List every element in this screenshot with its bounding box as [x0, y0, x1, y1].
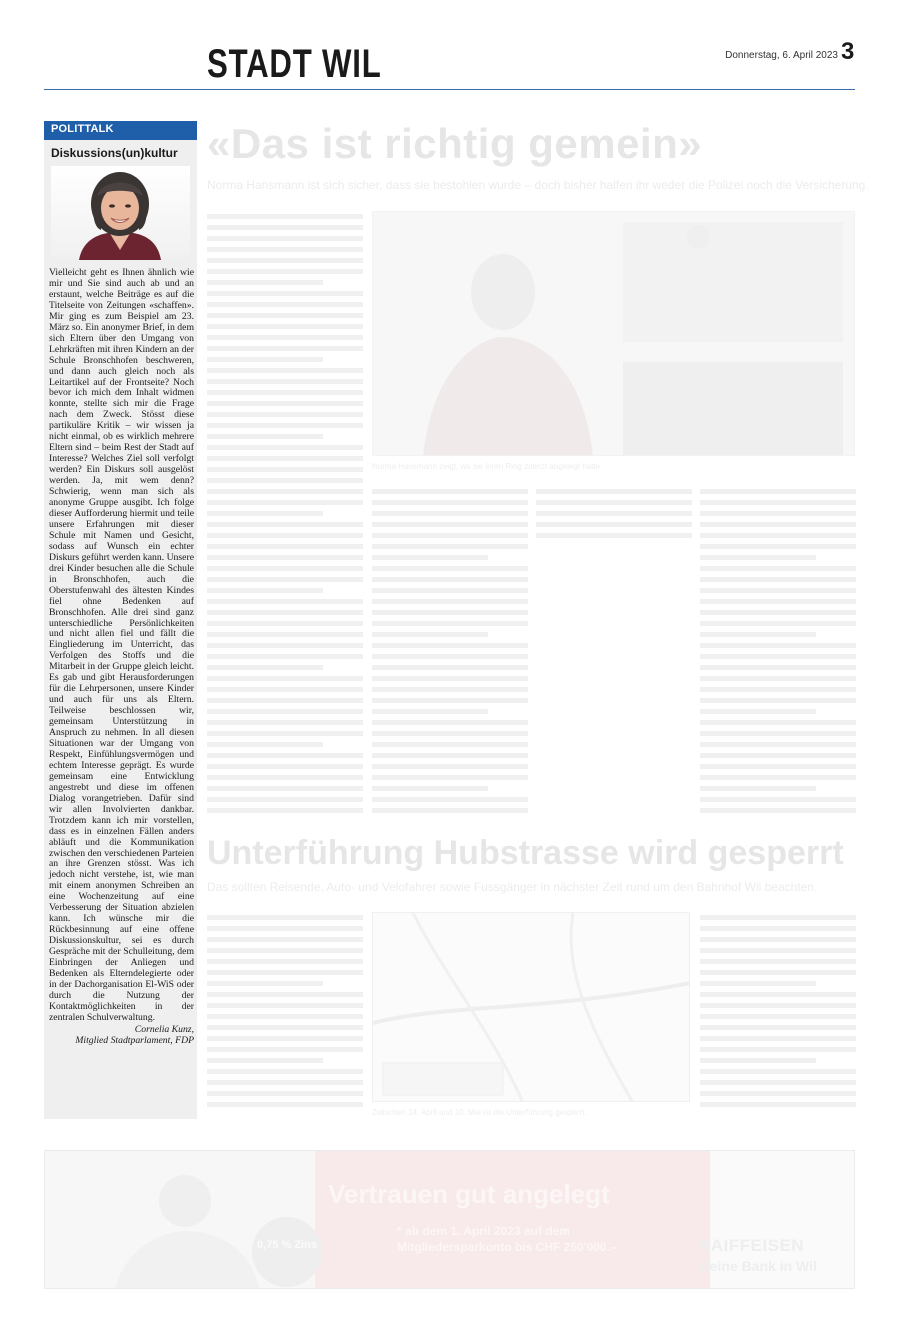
map-caption: Zwischen 14. April und 10. Mai ist die Unterführung gesperrt.	[372, 1108, 587, 1117]
author-portrait-image	[51, 166, 190, 260]
article-text-block	[700, 912, 856, 1117]
article-lead: Norma Hansmann ist sich sicher, dass sie bestohlen wurde – doch bisher halfen ihr weder die Polizei noch die Versicherung.	[207, 178, 869, 192]
ad-subline: * ab dem 1. April 2023 auf dem	[397, 1224, 570, 1238]
advertisement-banner[interactable]	[44, 1150, 855, 1289]
photo-caption: Norma Hansmann zeigt, wo sie ihren Ring zuletzt abgelegt hatte.	[372, 462, 603, 471]
route-map	[372, 912, 690, 1102]
article-text-block	[207, 211, 363, 823]
article-headline: «Das ist richtig gemein»	[207, 120, 703, 167]
column-body-text: Vielleicht geht es Ihnen ähnlich wie mir und Sie sind auch ab und an erstaunt, welche Beiträge es auf die Titelseite von Zeitungen «schaffen». Mir ging es zum Beispiel am 23. März so. Ein anonymer Brief, in dem sich Eltern über den Umgang von Lehrkräften mit ihren Kindern an der Schule Bronschhofen beschweren, und dann auch gleich noch als Leitartikel auf der Frontseite? Noch bevor ich mich dem Inhalt widmen konnte, stellte sich mir die Frage nach dem Zweck. Stösst diese partikuläre Kritik – wir wissen ja nicht einmal, ob es wirklich mehrere Eltern sind – beim Rest der Stadt auf Interesse? Welches Ziel soll verfolgt werden? Ein Diskurs soll ausgelöst werden. Ja, mit wem denn? Schwierig, wenn man sich als anonyme Gruppe ausgibt. Ich folge dieser Aufforderung hiermit und teile unsere Erfahrungen mit dieser Schule mit Namen und Gesicht, sodass auf Wunsch ein echter Diskurs geführt werden kann. Unsere drei Kinder besuchen alle die Schule in Bronschhofen, auch die Oberstufenwahl des ältesten Kindes fiel ohne Bedenken auf Bronschhofen. Alle drei sind ganz unterschiedliche Persönlichkeiten und nicht allen fiel und fällt die Eingliederung im Unterricht, das Verfolgen des Stoffs und die Mitarbeit in der Gruppe gleich leicht. Es gab und gibt Herausforderungen für die Lehrpersonen, unsere Kinder und auch für uns als Eltern. Teilweise beschlossen wir, gemeinsam Unterstützung in Anspruch zu nehmen. In all diesen Situationen war der Umgang von Respekt, Einfühlungsvermögen und echtem Interesse geprägt. Es wurde gemeinsam eine Entwicklung angestrebt und diese im offenen Dialog vorangetrieben. Dafür sind wir allen Involvierten dankbar. Trotzdem kann ich mir vorstellen, dass es in einzelnen Fällen anders abläuft und die Kommunikation zwischen den verschiedenen Parteien an ihre Grenzen stösst. Was ich jedoch nicht verstehe, ist, wie man mit einem anonymen Schreiben an eine Wochenzeitung auf eine Verbesserung der Situation abzielen kann. Ich wünsche mir die Rückbesinnung auf eine offene Diskussionskultur, sei es durch Gespräche mit der Schulleitung, dem Einbringen der Anliegen und Bedenken als Elterndelegierte oder in der Dachorganisation El-WiS oder durch die Nutzung der Kontaktmöglichkeiten in der zentralen Schulverwaltung.	[49, 267, 195, 1023]
author-portrait	[51, 166, 190, 260]
ad-interest-badge: 0,75 % Zins	[252, 1217, 322, 1287]
header-rule	[44, 89, 855, 90]
politalk-column	[44, 121, 197, 1119]
article-text-block	[536, 486, 692, 546]
column-author-role: Mitglied Stadtparlament, FDP	[75, 1034, 194, 1046]
issue-date: Donnerstag, 6. April 2023	[725, 50, 838, 61]
column-author: Cornelia Kunz,	[134, 1023, 194, 1035]
article-photo-image	[373, 212, 855, 456]
ad-brand-logo: RAIFFEISEN	[698, 1236, 805, 1255]
route-map-image	[373, 913, 690, 1102]
column-body	[49, 268, 194, 1047]
article-photo	[372, 211, 855, 456]
column-headline: Diskussions(un)kultur	[51, 146, 178, 160]
article-text-block	[207, 912, 363, 1117]
ad-headline: Vertrauen gut angelegt	[328, 1179, 610, 1209]
article-lead-2: Das sollten Reisende, Auto- und Velofahrer sowie Fussgänger in nächster Zeit rund um den Bahnhof Wil beachten.	[207, 880, 818, 894]
politalk-label: POLITTALK	[44, 121, 197, 140]
page-number: 3	[841, 38, 855, 65]
article-headline-2: Unterführung Hubstrasse wird gesperrt	[207, 834, 844, 872]
ad-color-panel	[315, 1151, 710, 1289]
section-title: STADT WIL	[207, 42, 382, 86]
article-text-block	[372, 486, 528, 823]
article-text-block	[700, 486, 856, 823]
ad-slogan: Meine Bank in Wil	[698, 1258, 817, 1274]
ad-subline-2: Mitgliedersparkonto bis CHF 250'000.–	[397, 1240, 617, 1254]
